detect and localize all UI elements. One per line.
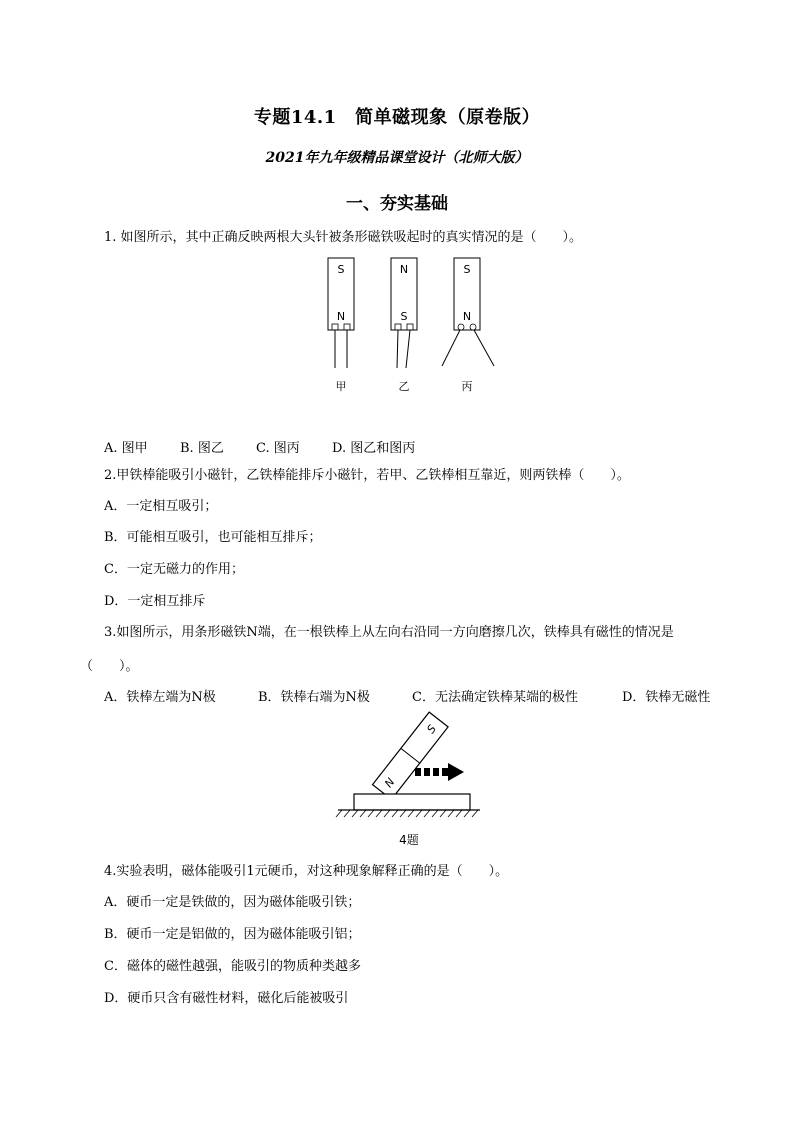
- magnet-bing-top-pole: S: [463, 263, 471, 276]
- magnet-yi: [391, 258, 417, 393]
- q3-option-a: A．铁棒左端为N极: [104, 690, 216, 705]
- q3-stem-line1: 3.如图所示，用条形磁铁N端，在一根铁棒上从左向右沿同一方向磨擦几次，铁棒具有磁性的情况是: [104, 625, 674, 640]
- tilted-bar-magnet: [373, 712, 449, 799]
- magnet-jia: [328, 258, 354, 393]
- magnet-jia-top-pole: S: [337, 263, 345, 276]
- q1-figure-magnets: [318, 254, 498, 396]
- q3-figure-rubbing: [330, 710, 480, 850]
- magnet-yi-caption: 乙: [398, 380, 410, 393]
- q2-option-c: C．一定无磁力的作用；: [104, 562, 244, 577]
- q1-option-c: C. 图丙: [256, 441, 300, 456]
- q3-stem-line2: （ ）。: [80, 659, 139, 674]
- magnet-jia-caption: 甲: [335, 380, 347, 393]
- q1-option-d: D. 图乙和图丙: [332, 441, 416, 456]
- document-title: 专题14.1 简单磁现象（原卷版）: [253, 107, 541, 128]
- magnet-yi-bottom-pole: S: [400, 310, 408, 323]
- magnet-bing-bottom-pole: N: [462, 310, 472, 323]
- q4-option-d: D．硬币只含有磁性材料，磁化后能被吸引: [104, 991, 349, 1006]
- document-subtitle: 2021年九年级精品课堂设计（北师大版）: [265, 150, 529, 166]
- section-heading: 一、夯实基础: [346, 194, 448, 214]
- q3-option-b: B．铁棒右端为N极: [258, 690, 370, 705]
- q2-option-a: A．一定相互吸引；: [104, 499, 218, 514]
- pole-n-label: N: [382, 775, 398, 791]
- magnet-jia-bottom-pole: N: [336, 310, 346, 323]
- q4-option-a: A．硬币一定是铁做的，因为磁体能吸引铁；: [104, 895, 361, 910]
- q4-stem: 4.实验表明，磁体能吸引1元硬币，对这种现象解释正确的是（ ）。: [104, 864, 509, 879]
- q3-option-d: D．铁棒无磁性: [622, 690, 711, 705]
- pole-s-label: S: [424, 722, 439, 737]
- q1-stem: 1. 如图所示，其中正确反映两根大头针被条形磁铁吸起时的真实情况的是（ ）。: [104, 230, 583, 245]
- q3-figure-caption: 4题: [399, 833, 419, 847]
- q2-option-b: B．可能相互吸引，也可能相互排斥；: [104, 530, 322, 545]
- magnet-bing: [442, 258, 494, 393]
- ground-hatching: [336, 810, 478, 817]
- q1-option-a: A. 图甲: [104, 441, 148, 456]
- q2-option-d: D．一定相互排斥: [104, 594, 206, 609]
- q4-option-c: C．磁体的磁性越强，能吸引的物质种类越多: [104, 959, 361, 974]
- iron-rod: [354, 794, 470, 810]
- q1-option-b: B. 图乙: [180, 441, 224, 456]
- q3-option-c: C．无法确定铁棒某端的极性: [412, 690, 578, 705]
- magnet-yi-top-pole: N: [399, 263, 409, 276]
- magnet-bing-caption: 丙: [461, 380, 473, 393]
- q2-stem: 2.甲铁棒能吸引小磁针，乙铁棒能排斥小磁针，若甲、乙铁棒相互靠近，则两铁棒（ ）。: [104, 468, 630, 483]
- q4-option-b: B．硬币一定是铝做的，因为磁体能吸引铝；: [104, 927, 361, 942]
- direction-arrow-icon: [415, 763, 464, 781]
